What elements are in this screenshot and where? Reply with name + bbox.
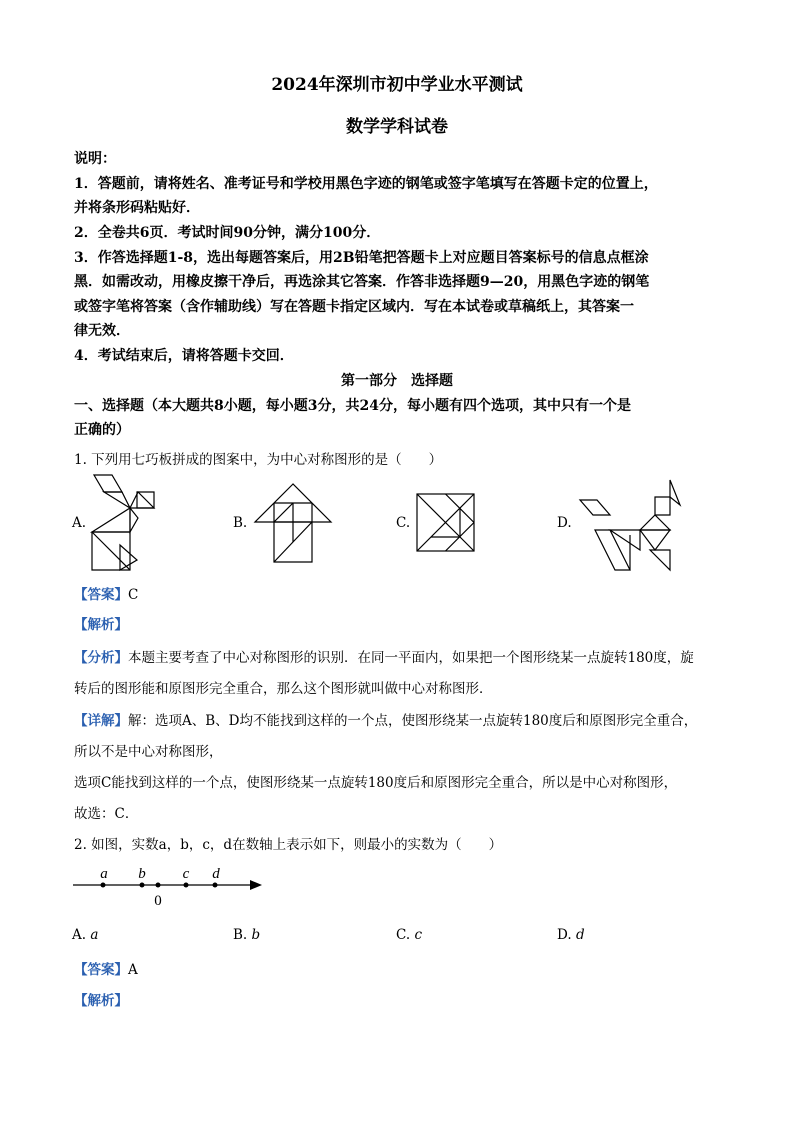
instruction-line: 2．全卷共6页．考试时间90分钟，满分100分．	[74, 225, 381, 241]
instruction-line: 3．作答选择题1-8，选出每题答案后，用2B铅笔把答题卡上对应题目答案标号的信息点框涂	[74, 250, 649, 266]
option-var: d	[575, 927, 585, 943]
tangram-figure-a	[82, 470, 172, 580]
instructions-heading: 说明：	[74, 151, 116, 167]
page-title: 2024年深圳市初中学业水平测试	[271, 75, 523, 95]
q1-xiangjie-line	[74, 709, 697, 729]
instruction-line: 或签字笔将答案（含作辅助线）写在答题卡指定区域内．写在本试卷或草稿纸上，其答案一	[74, 299, 634, 315]
q2-option-b	[233, 927, 260, 943]
q1-analysis-tag: 【解析】	[74, 617, 128, 633]
option-var: b	[251, 927, 261, 943]
instruction-line: 4．考试结束后，请将答题卡交回．	[74, 348, 294, 364]
option-letter: B.	[233, 927, 248, 943]
section-heading: 一、选择题（本大题共8小题，每小题3分，共24分，每小题有四个选项，其中只有一个是	[74, 398, 631, 414]
q1-option-a-label: A.	[72, 515, 87, 531]
answer-tag: 【答案】	[74, 962, 128, 978]
axis-label-b: b	[138, 866, 146, 882]
option-var: c	[414, 927, 422, 943]
q1-xiangjie-line-2: 所以不是中心对称图形，	[74, 744, 223, 760]
page-subtitle: 数学学科试卷	[346, 117, 448, 137]
axis-label-c: c	[182, 866, 190, 882]
q1-xiangjie-line-3: 选项C能找到这样的一个点，使图形绕某一点旋转180度后和原图形完全重合，所以是中心对称图形，	[74, 775, 678, 791]
instruction-line: 律无效．	[74, 323, 130, 339]
answer-value: C	[128, 587, 139, 603]
option-var: a	[90, 927, 99, 943]
q2-analysis-tag: 【解析】	[74, 993, 128, 1009]
q1-xiangjie-line-4: 故选：C．	[74, 806, 139, 822]
q2-option-c	[396, 927, 422, 943]
q1-option-c-label: C.	[396, 515, 411, 531]
number-line	[70, 860, 270, 910]
tangram-figure-b	[250, 480, 340, 570]
xiangjie-text: 解：选项A、B、D均不能找到这样的一个点，使图形绕某一点旋转180度后和原图形完全重合，	[128, 713, 698, 729]
question-2-stem: 2. 如图，实数a，b，c，d在数轴上表示如下，则最小的实数为（ ）	[74, 837, 503, 853]
option-letter: D.	[557, 927, 572, 943]
option-letter: C.	[396, 927, 411, 943]
q1-fenxi-line	[74, 646, 694, 666]
section-heading-cont: 正确的）	[74, 422, 130, 438]
tangram-figure-d	[575, 475, 700, 575]
q1-answer	[74, 583, 138, 603]
q1-option-b-label: B.	[233, 515, 248, 531]
fenxi-tag: 【分析】	[74, 650, 128, 666]
instruction-line: 并将条形码粘贴好．	[74, 200, 200, 216]
q2-option-d	[557, 927, 585, 943]
q1-fenxi-line-2: 转后的图形能和原图形完全重合，那么这个图形就叫做中心对称图形．	[74, 681, 493, 697]
fenxi-text: 本题主要考查了中心对称图形的识别．在同一平面内，如果把一个图形绕某一点旋转180度，旋	[128, 650, 694, 666]
option-letter: A.	[72, 927, 87, 943]
axis-origin-label: 0	[154, 893, 162, 909]
q2-option-a	[72, 927, 98, 943]
axis-label-d: d	[212, 866, 220, 882]
instruction-line: 黑．如需改动，用橡皮擦干净后，再选涂其它答案．作答非选择题9—20，用黑色字迹的钢笔	[74, 274, 650, 290]
xiangjie-tag: 【详解】	[74, 713, 128, 729]
answer-value: A	[128, 962, 138, 978]
axis-label-a: a	[100, 866, 108, 882]
instruction-line: 1．答题前，请将姓名、准考证号和学校用黑色字迹的钢笔或签字笔填写在答题卡定的位置上，	[74, 176, 658, 192]
q2-answer	[74, 958, 138, 978]
part-heading: 第一部分 选择题	[341, 373, 453, 389]
question-1-stem: 1. 下列用七巧板拼成的图案中，为中心对称图形的是（ ）	[74, 452, 443, 468]
answer-tag: 【答案】	[74, 587, 128, 603]
q1-option-d-label: D.	[557, 515, 572, 531]
tangram-figure-c	[415, 492, 477, 554]
